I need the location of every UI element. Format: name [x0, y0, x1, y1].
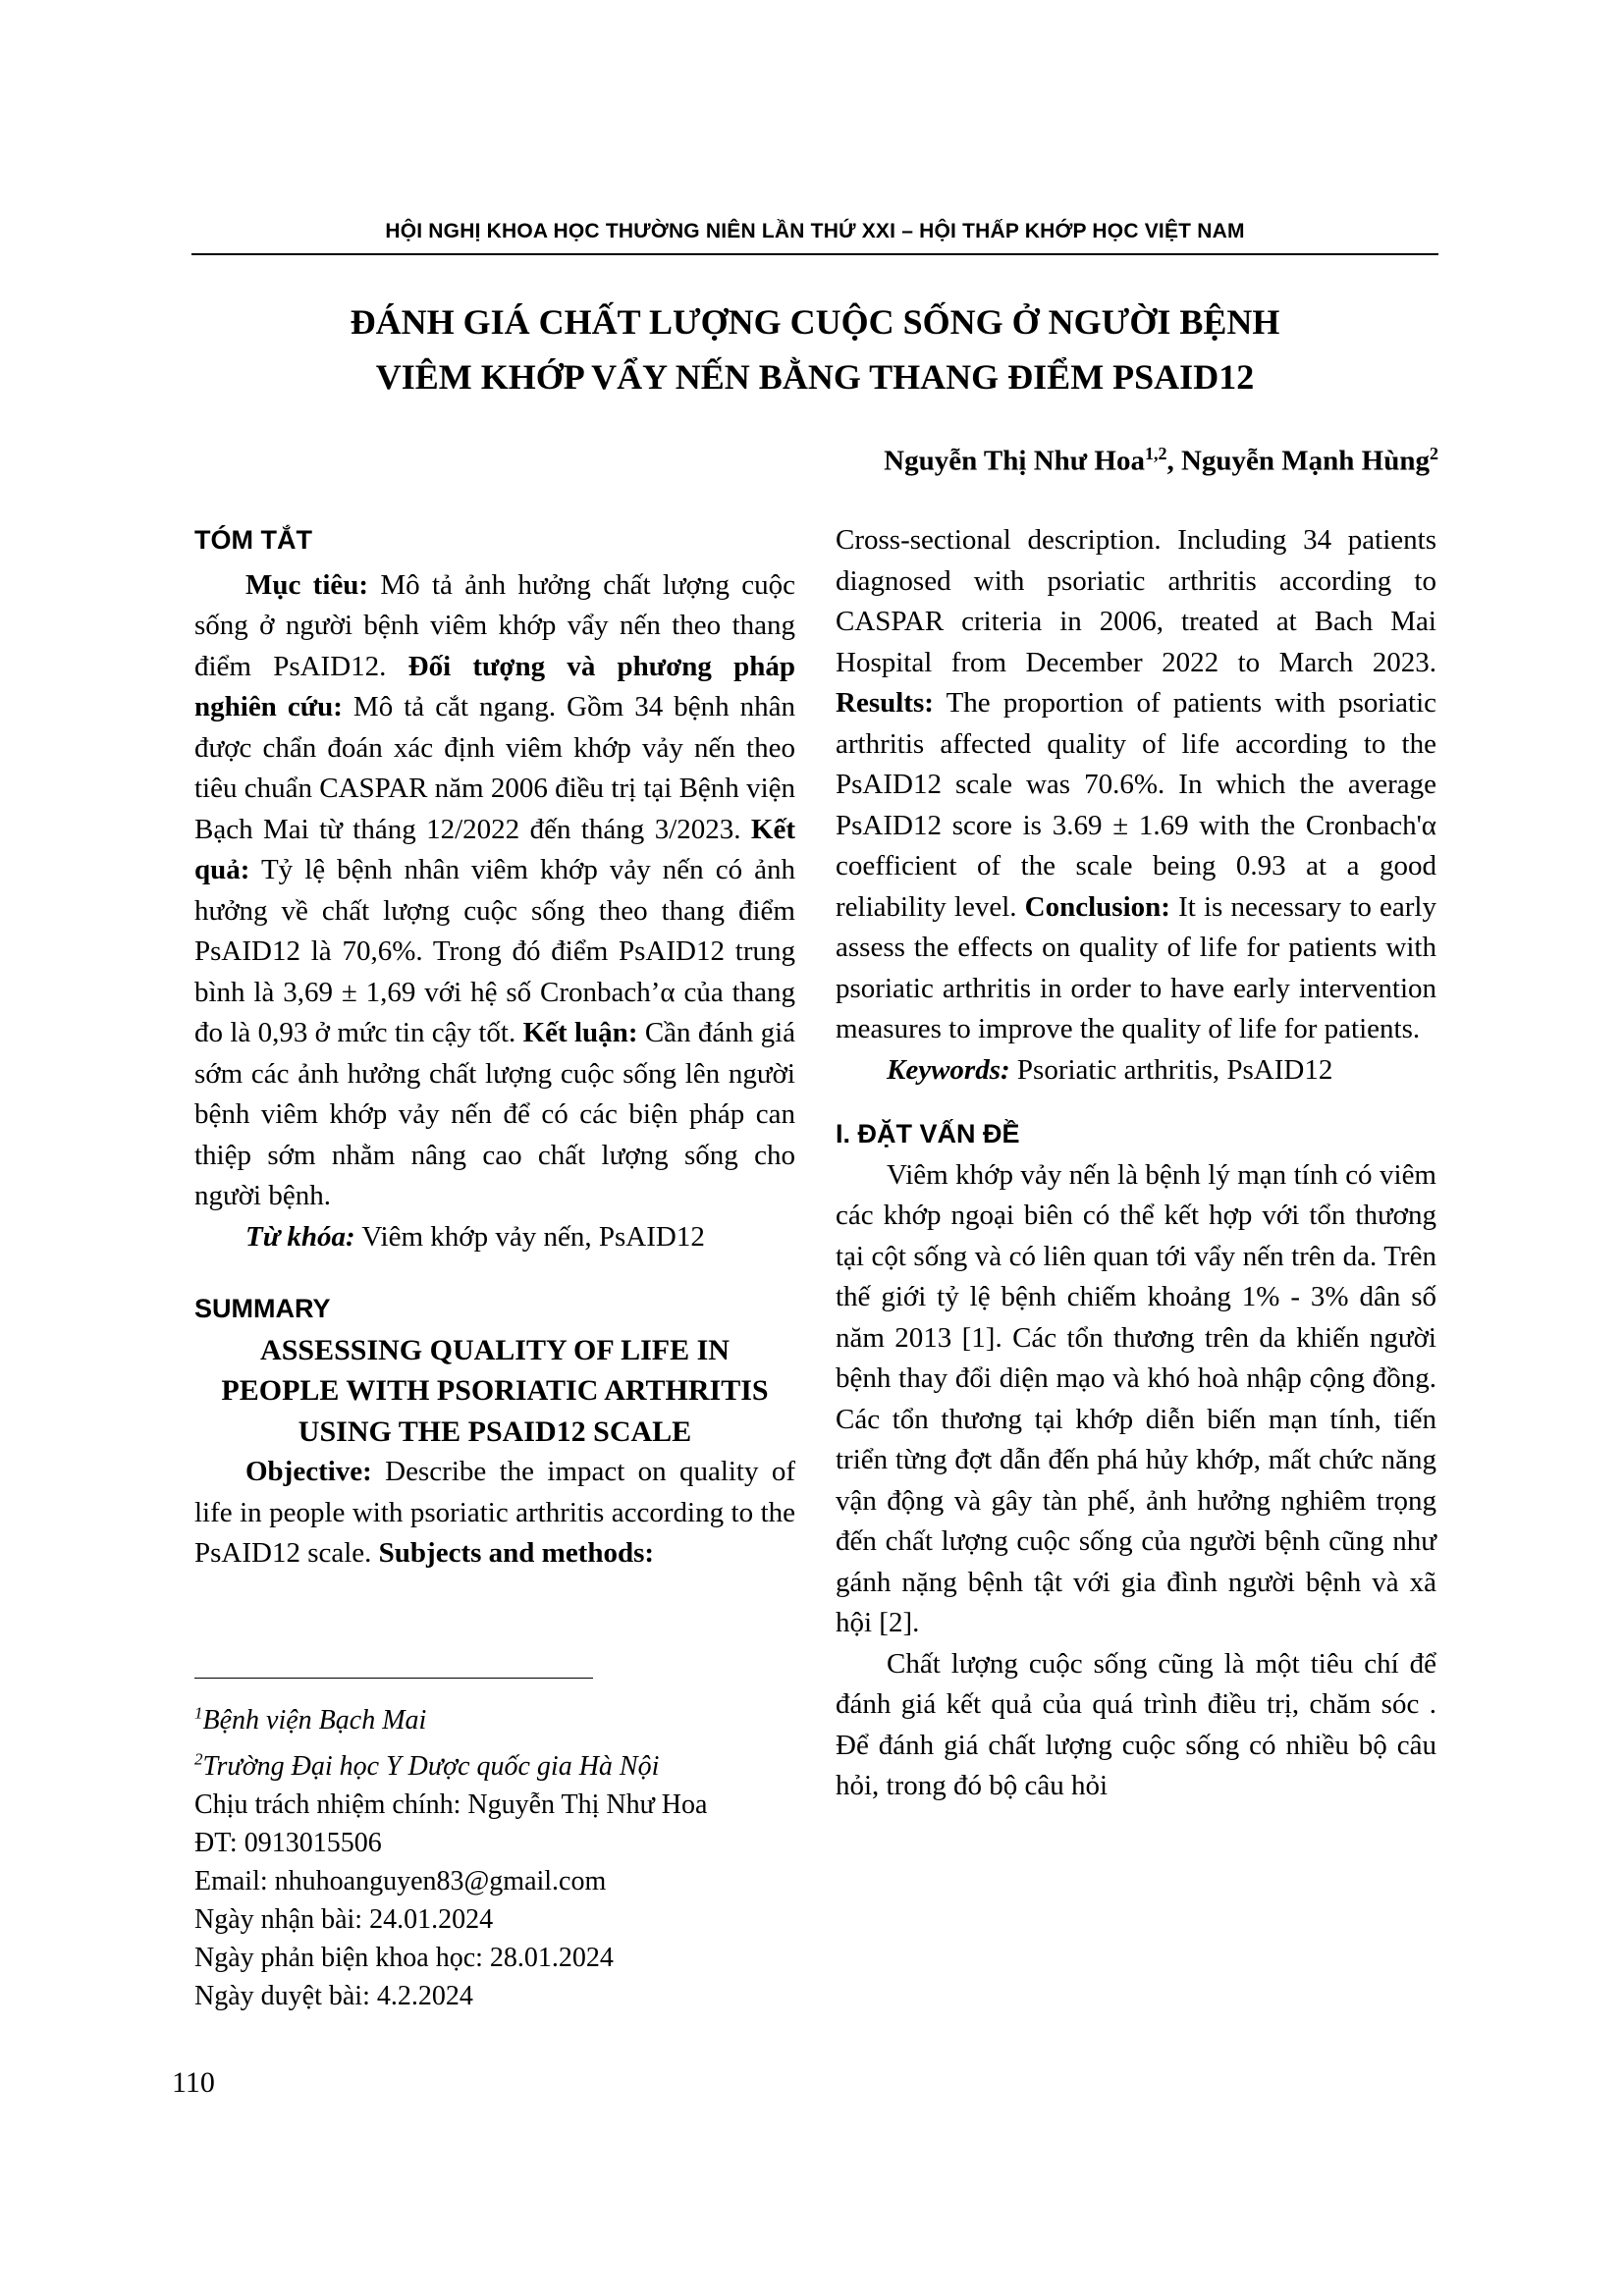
summary-conclusion-label: Conclusion:	[1024, 890, 1170, 923]
summary-methods-label: Subjects and methods:	[378, 1537, 655, 1569]
title-line-1: ĐÁNH GIÁ CHẤT LƯỢNG CUỘC SỐNG Ở NGƯỜI BỆNH	[350, 302, 1280, 342]
corresponding-author: Chịu trách nhiệm chính: Nguyễn Thị Như Hoa	[194, 1789, 708, 1820]
author-2: Nguyễn Mạnh Hùng	[1180, 445, 1430, 477]
methods-label: Đối tượng và phương pháp nghiên cứu:	[194, 650, 795, 722]
affiliation-1-number: 1	[194, 1704, 203, 1723]
author-2-affiliation: 2	[1430, 444, 1438, 463]
affiliation-1	[194, 1694, 795, 1739]
running-header: HỘI NGHỊ KHOA HỌC THƯỜNG NIÊN LẦN THỨ XXI – HỘI THẤP KHỚP HỌC VIỆT NAM	[385, 220, 1245, 242]
summary-results-text: The proportion of patients with psoriatic arthritis affected quality of life according to the PsAID12 scale was 70.6%. In which the average PsAID12 score is 3.69 ± 1.69 with the Cronbach'α coefficient of the scale being 0.93 at a good reliability level.	[836, 687, 1436, 923]
objective-text: Mô tả ảnh hưởng chất lượng cuộc sống ở người bệnh viêm khớp vẩy nến theo thang điểm PsAID12.	[194, 568, 796, 682]
footnote-rule	[194, 1678, 593, 1679]
title-line-2: VIÊM KHỚP VẨY NẾN BẰNG THANG ĐIỂM PSAID12	[375, 357, 1255, 397]
section-1-paragraph-2: Chất lượng cuộc sống cũng là một tiêu chí để đánh giá kết quả của quá trình điều trị, chăm sóc . Để đánh giá chất lượng cuộc sống có nhiều bộ câu hỏi, trong đó bộ câu hỏi	[836, 1647, 1436, 1801]
page-number: 110	[172, 2066, 215, 2099]
header-rule	[191, 253, 1438, 255]
section-1-heading: I. ĐẶT VẤN ĐỀ	[836, 1119, 1020, 1148]
conclusion-text: Cần đánh giá sớm các ảnh hưởng chất lượng cuộc sống lên người bệnh viêm khớp vảy nến để có các biện pháp can thiệp sớm nhằm nâng cao chất lượng sống cho người bệnh.	[194, 1017, 796, 1211]
summary-results-label: Results:	[836, 687, 934, 719]
authors	[884, 444, 1438, 478]
keywords-en-text: Psoriatic arthritis, PsAID12	[1009, 1053, 1333, 1086]
keywords-vi-text: Viêm khớp vảy nến, PsAID12	[354, 1220, 705, 1253]
author-1-affiliation: 1,2	[1144, 444, 1167, 463]
summary-conclusion-text: It is necessary to early assess the effects on quality of life for patients with psoriatic arthritis in order to have early intervention measures to improve the quality of life for patients.	[836, 890, 1436, 1044]
abstract-paragraph	[194, 565, 795, 1217]
phone: ĐT: 0913015506	[194, 1827, 382, 1858]
summary-objective-label: Objective:	[245, 1456, 372, 1487]
affiliation-1-text: Bệnh viện Bạch Mai	[202, 1705, 427, 1736]
methods-text: Mô tả cắt ngang. Gồm 34 bệnh nhân được chẩn đoán xác định viêm khớp vảy nến theo tiêu chuẩn CASPAR năm 2006 điều trị tại Bệnh viện Bạch Mai từ tháng 12/2022 đến tháng 3/2023.	[194, 691, 795, 845]
keywords-en	[836, 1050, 1436, 1092]
keywords-en-label: Keywords:	[887, 1053, 1010, 1086]
section-1-paragraph-1: Viêm khớp vảy nến là bệnh lý mạn tính có viêm các khớp ngoại biên có thể kết hợp với tổn thương tại cột sống và có liên quan tới vẩy nến trên da. Trên thế giới tỷ lệ bệnh chiếm khoảng 1% - 3% dân số năm 2013 [1]. Các tổn thương trên da khiến người bệnh thay đổi diện mạo và khó hoà nhập cộng đồng. Các tổn thương tại khớp diễn biến mạn tính, tiến triển từng đợt dẫn đến phá hủy khớp, mất chức năng vận động và gây tàn phế, ảnh hưởng nghiêm trọng đến chất lượng cuộc sống của người bệnh cũng như gánh nặng bệnh tật với gia đình người bệnh và xã hội [2].	[836, 1158, 1436, 1638]
author-1: Nguyễn Thị Như Hoa	[884, 445, 1145, 477]
date-approved: Ngày duyệt bài: 4.2.2024	[194, 1980, 473, 2011]
email: Email: nhuhoanguyen83@gmail.com	[194, 1865, 607, 1896]
summary-heading: SUMMARY	[194, 1294, 331, 1323]
summary-paragraph-continued	[836, 520, 1436, 1050]
summary-methods-text: Cross-sectional description. Including 34 patients diagnosed with psoriatic arthritis according to CASPAR criteria in 2006, treated at Bach Mai Hospital from December 2022 to March 2023.	[836, 524, 1436, 678]
footnotes	[194, 1694, 795, 2015]
summary-paragraph-start	[194, 1452, 795, 1575]
results-label: Kết quả:	[194, 813, 795, 885]
date-reviewed: Ngày phản biện khoa học: 28.01.2024	[194, 1942, 614, 1973]
affiliation-2-number: 2	[194, 1749, 203, 1769]
keywords-vi	[194, 1217, 795, 1258]
conclusion-label: Kết luận:	[522, 1017, 638, 1048]
summary-objective-text: Describe the impact on quality of life in people with psoriatic arthritis according to the PsAID12 scale.	[194, 1456, 795, 1569]
date-received: Ngày nhận bài: 24.01.2024	[194, 1903, 494, 1935]
left-column	[194, 520, 795, 1575]
affiliation-2-text: Trường Đại học Y Dược quốc gia Hà Nội	[202, 1750, 660, 1782]
author-separator: ,	[1166, 445, 1181, 477]
affiliation-2	[194, 1739, 795, 1785]
article-title	[191, 294, 1438, 404]
keywords-vi-label: Từ khóa:	[245, 1220, 355, 1253]
objective-label: Mục tiêu:	[245, 568, 369, 601]
summary-title: ASSESSING QUALITY OF LIFE IN PEOPLE WITH PSORIATIC ARTHRITIS USING THE PSAID12 SCALE	[221, 1333, 769, 1448]
right-column	[836, 520, 1436, 1807]
abstract-heading: TÓM TẮT	[194, 525, 312, 555]
results-text: Tỷ lệ bệnh nhân viêm khớp vảy nến có ảnh hưởng về chất lượng cuộc sống theo thang điểm PsAID12 là 70,6%. Trong đó điểm PsAID12 trung bình là 3,69 ± 1,69 với hệ số Cronbach’α của thang đo là 0,93 ở mức tin cậy tốt.	[194, 854, 795, 1048]
